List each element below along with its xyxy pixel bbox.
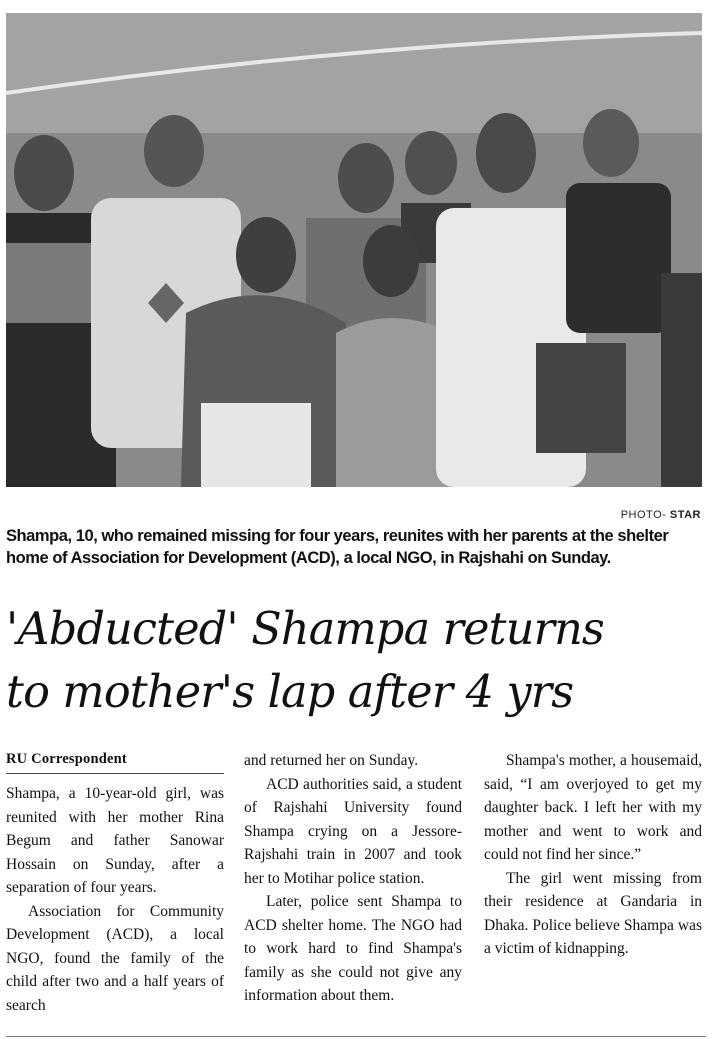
photo-credit-source: STAR <box>669 509 701 521</box>
photo-caption: Shampa, 10, who remained missing for four years, reunites with her parents at the shelter home of Association for Development (ACD), a local NGO, in Rajshahi on Sunday. <box>6 527 669 567</box>
article-column-2 <box>244 749 462 1008</box>
article-paragraph: The girl went missing from their residence at Gandaria in Dhaka. Police believe Shampa was a victim of kidnapping. <box>484 869 702 957</box>
article-column-1 <box>6 749 224 1017</box>
article-paragraph: Later, police sent Shampa to ACD shelter home. The NGO had to work hard to find Shampa's family as she could not give any information about them. <box>244 893 462 1004</box>
article-column-3 <box>484 749 702 961</box>
article-paragraph: Shampa, a 10-year-old girl, was reunited with her mother Rina Begum and father Sanowar Hossain on Sunday, after a separation of four years. <box>6 785 224 896</box>
headline <box>6 598 711 724</box>
article-paragraph: Shampa's mother, a housemaid, said, “I am overjoyed to get my daughter back. I left her with my mother and went to work and could not find her since.” <box>484 752 702 863</box>
news-photo <box>6 13 702 487</box>
headline-line-1: 'Abducted' Shampa returns <box>6 604 604 655</box>
bottom-divider <box>6 1036 706 1037</box>
headline-line-2: to mother's lap after 4 yrs <box>6 667 574 718</box>
article-paragraph: and returned her on Sunday. <box>244 752 419 769</box>
article-paragraph: Association for Community Development (ACD), a local NGO, found the family of the child after two and a half years of search <box>6 902 224 1014</box>
photo-credit-prefix: PHOTO- <box>620 509 667 521</box>
photo-credit <box>621 509 701 521</box>
article-paragraph: ACD authorities said, a student of Rajshahi University found Shampa crying on a Jessore-Rajshahi train in 2007 and took her to Motihar police station. <box>244 775 462 887</box>
byline: RU Correspondent <box>6 749 224 774</box>
photo-illustration <box>6 13 702 487</box>
